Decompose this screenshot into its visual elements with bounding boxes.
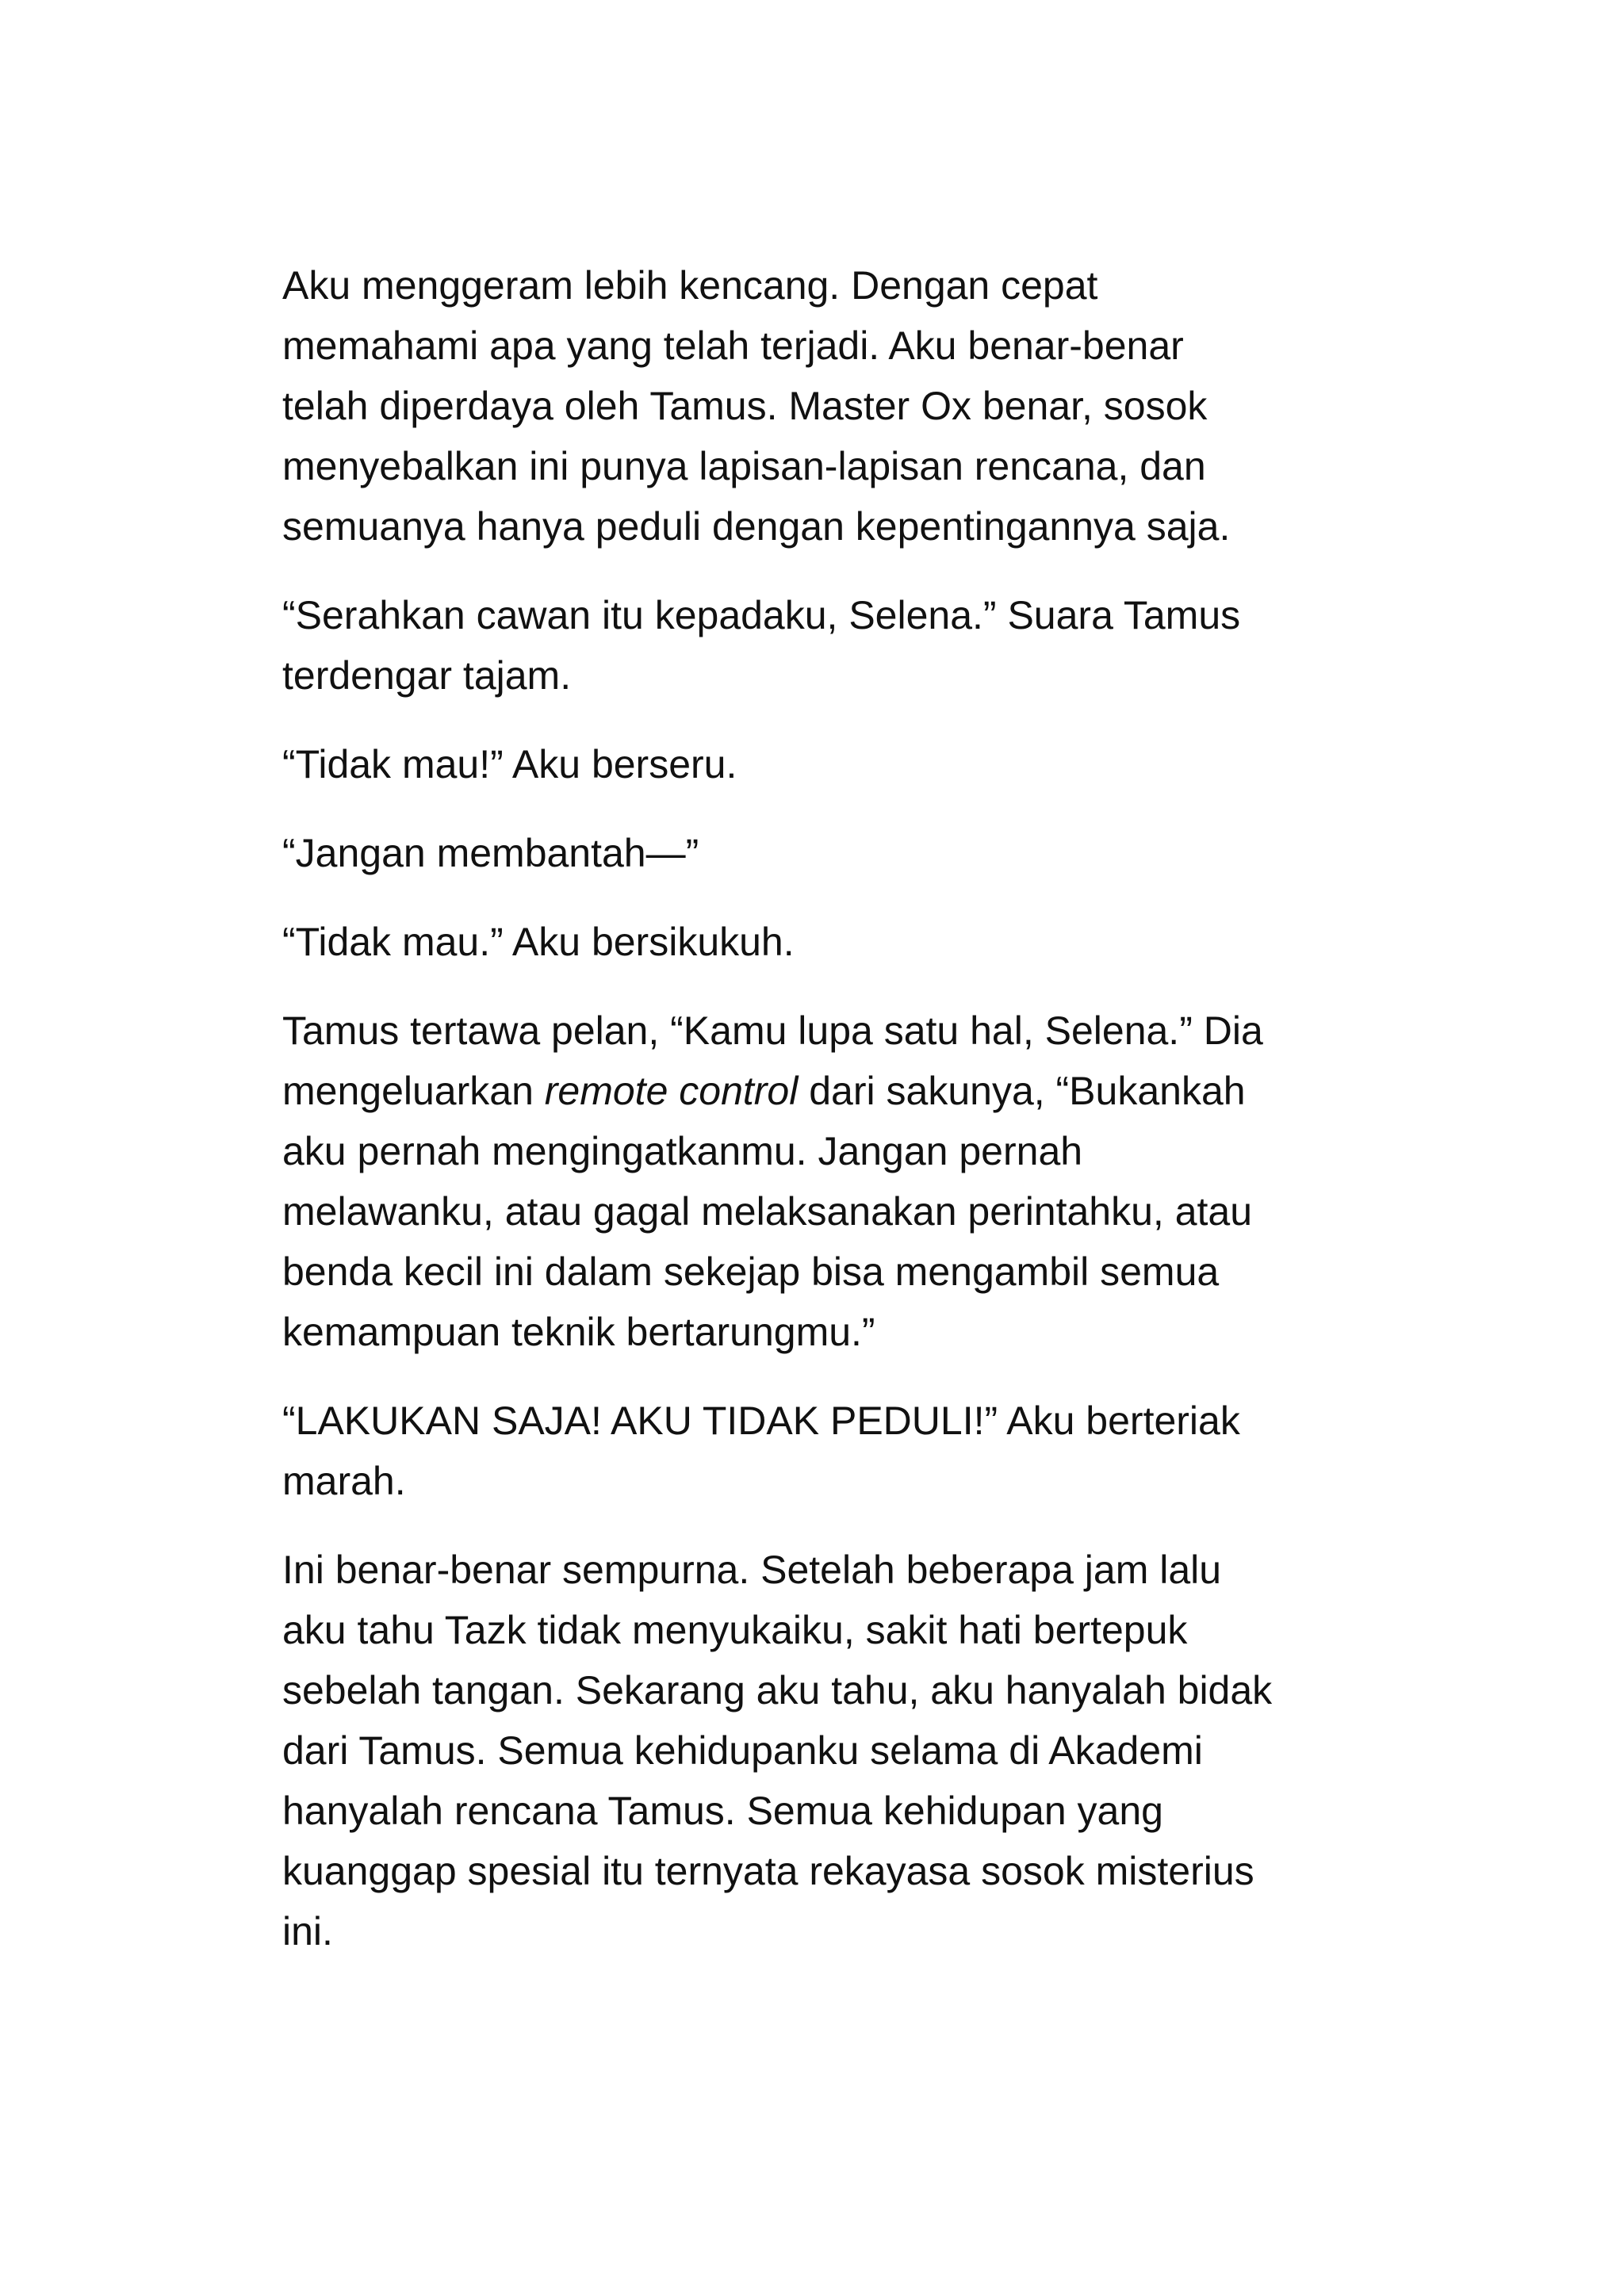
body-text (282, 255, 1392, 1990)
text-line: melawanku, atau gagal melaksanakan perintahku, atau (282, 1189, 1253, 1234)
text-line: Tamus tertawa pelan, “Kamu lupa satu hal, Selena.” Dia (282, 1008, 1263, 1053)
paragraph-6 (282, 1001, 1392, 1362)
text-line: terdengar tajam. (282, 653, 572, 698)
text-line: kuanggap spesial itu ternyata rekayasa sosok misterius (282, 1849, 1254, 1893)
text-segment: mengeluarkan (282, 1069, 545, 1113)
text-line: ini. (282, 1909, 333, 1954)
text-line: hanyalah rencana Tamus. Semua kehidupan yang (282, 1789, 1163, 1833)
text-line: marah. (282, 1459, 406, 1503)
text-segment: dari sakunya, “Bukankah (798, 1069, 1246, 1113)
text-line: Ini benar-benar sempurna. Setelah beberapa jam lalu (282, 1548, 1222, 1592)
text-line: “Serahkan cawan itu kepadaku, Selena.” Suara Tamus (282, 593, 1241, 637)
text-line: aku pernah mengingatkanmu. Jangan pernah (282, 1129, 1083, 1173)
text-line: semuanya hanya peduli dengan kepentingannya saja. (282, 504, 1231, 549)
text-line: dari Tamus. Semua kehidupanku selama di Akademi (282, 1728, 1203, 1773)
text-line: memahami apa yang telah terjadi. Aku benar-benar (282, 323, 1184, 368)
text-line: “Jangan membantah—” (282, 831, 699, 875)
text-line: Aku menggeram lebih kencang. Dengan cepat (282, 263, 1098, 308)
text-line: sebelah tangan. Sekarang aku tahu, aku hanyalah bidak (282, 1668, 1273, 1712)
text-line: “Tidak mau.” Aku bersikukuh. (282, 920, 795, 964)
paragraph-2 (282, 585, 1392, 706)
paragraph-4 (282, 823, 1392, 883)
paragraph-3 (282, 734, 1392, 794)
text-line: kemampuan teknik bertarungmu.” (282, 1310, 875, 1354)
text-line: “LAKUKAN SAJA! AKU TIDAK PEDULI!” Aku berteriak (282, 1399, 1240, 1443)
text-line: benda kecil ini dalam sekejap bisa mengambil semua (282, 1249, 1220, 1294)
text-line: “Tidak mau!” Aku berseru. (282, 742, 737, 786)
paragraph-5 (282, 912, 1392, 972)
italic-phrase: remote control (544, 1069, 799, 1113)
text-line: aku tahu Tazk tidak menyukaiku, sakit hati bertepuk (282, 1608, 1188, 1652)
paragraph-7 (282, 1391, 1392, 1511)
text-line: menyebalkan ini punya lapisan-lapisan rencana, dan (282, 444, 1206, 488)
text-line-with-italic (282, 1061, 1392, 1121)
text-line: telah diperdaya oleh Tamus. Master Ox benar, sosok (282, 384, 1208, 428)
paragraph-1 (282, 255, 1392, 557)
paragraph-8 (282, 1540, 1392, 1961)
